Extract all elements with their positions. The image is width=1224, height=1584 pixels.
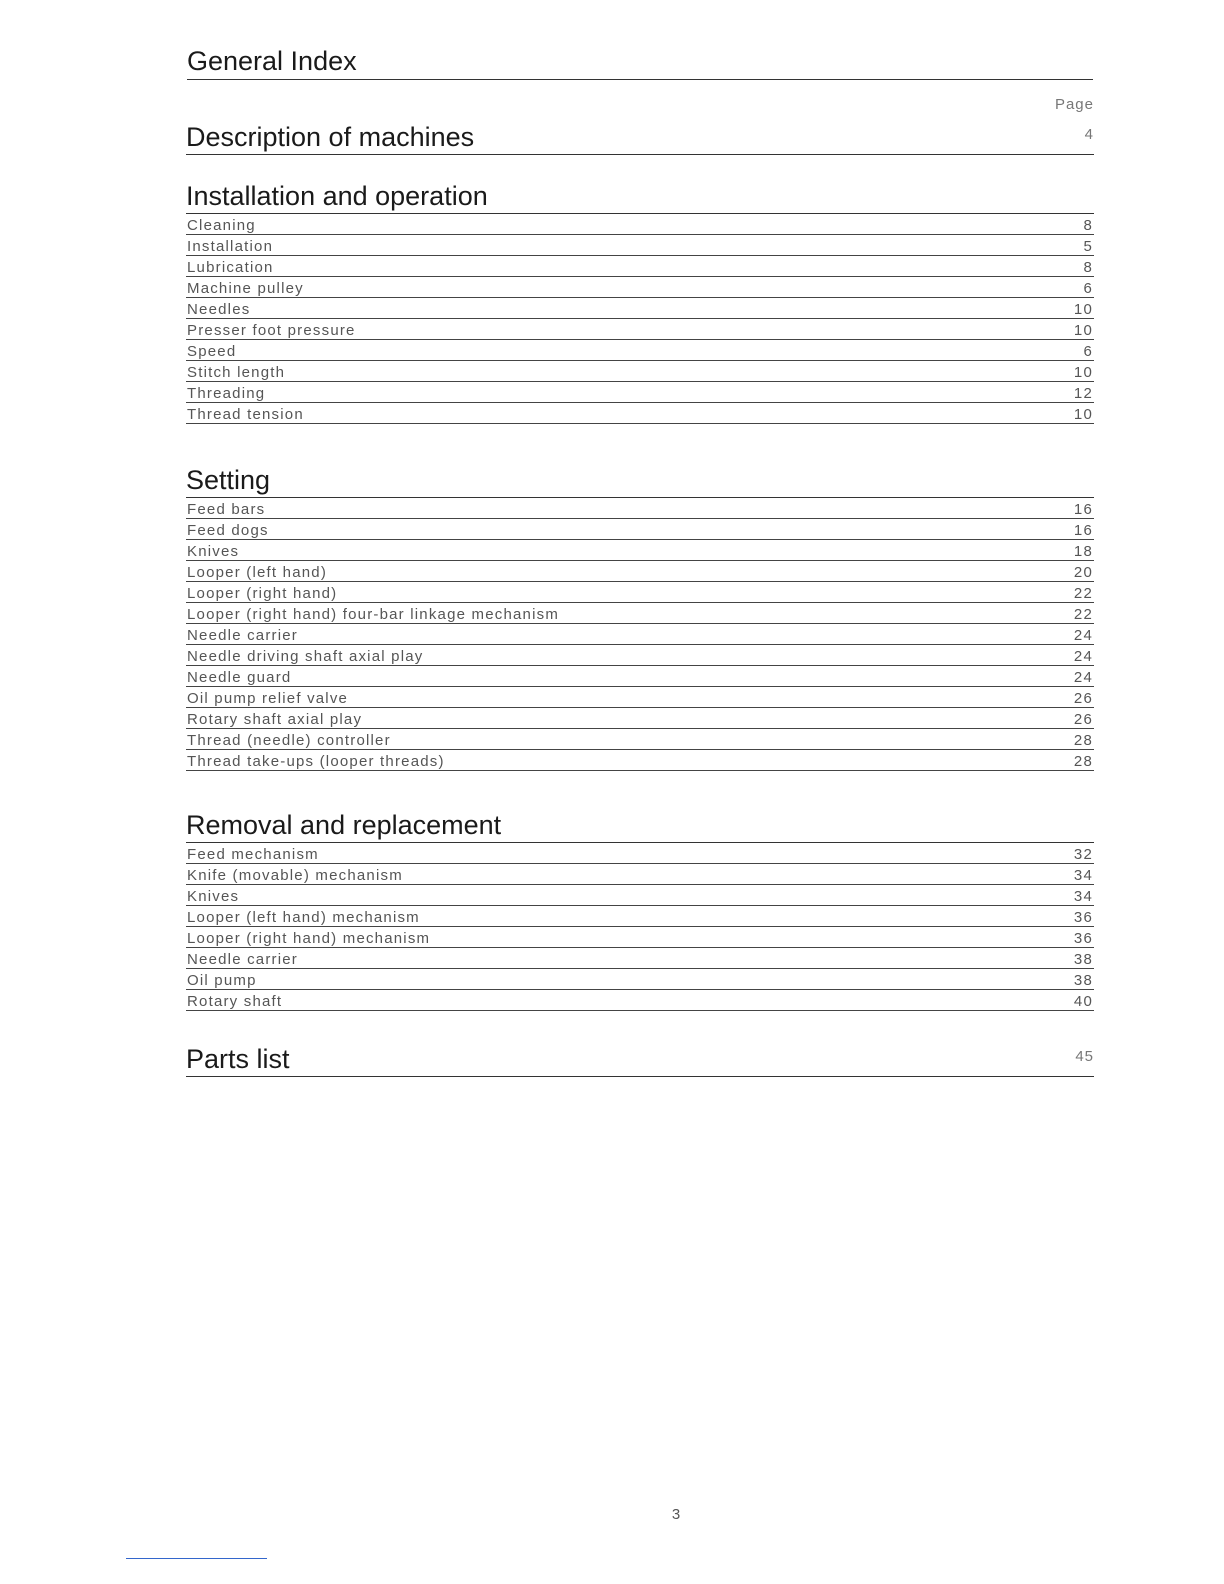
entry-page: 28 [1073, 732, 1093, 749]
entry-label: Knife (movable) mechanism [187, 867, 403, 884]
index-entry [186, 214, 1094, 235]
entry-page: 36 [1073, 909, 1093, 926]
entry-label: Needle guard [187, 669, 292, 686]
index-section [186, 808, 1094, 1011]
entry-page: 10 [1073, 322, 1093, 339]
entry-page: 18 [1073, 543, 1093, 560]
page-column-label: Page [1054, 96, 1094, 113]
entry-label: Feed mechanism [187, 846, 319, 863]
index-entry [186, 645, 1094, 666]
entry-page: 5 [1083, 238, 1093, 255]
entry-label: Needle carrier [187, 627, 299, 644]
entry-label: Needles [187, 301, 251, 318]
index-entry [186, 235, 1094, 256]
entry-label: Rotary shaft axial play [187, 711, 363, 728]
entry-label: Looper (left hand) [187, 564, 328, 581]
page-number: 3 [671, 1506, 681, 1523]
entry-label: Threading [187, 385, 266, 402]
index-section [186, 463, 1094, 771]
entry-page: 34 [1073, 888, 1093, 905]
section-heading [186, 808, 1094, 843]
entry-label: Speed [187, 343, 237, 360]
section-heading-page: 45 [1075, 1048, 1094, 1065]
section-heading-text: Installation and operation [186, 181, 488, 211]
index-entry [186, 969, 1094, 990]
index-entry [186, 687, 1094, 708]
entry-page: 24 [1073, 627, 1093, 644]
index-entry [186, 256, 1094, 277]
entry-label: Looper (right hand) mechanism [187, 930, 431, 947]
entry-label: Cleaning [187, 217, 256, 234]
index-entry [186, 361, 1094, 382]
index-entry [186, 340, 1094, 361]
index-entry [186, 382, 1094, 403]
section-heading [186, 463, 1094, 498]
index-entry [186, 624, 1094, 645]
entry-label: Lubrication [187, 259, 274, 276]
index-entry [186, 906, 1094, 927]
index-entry [186, 403, 1094, 424]
entry-label: Knives [187, 543, 240, 560]
entry-page: 6 [1083, 280, 1093, 297]
index-entry [186, 498, 1094, 519]
index-section [186, 120, 1094, 155]
entry-label: Machine pulley [187, 280, 304, 297]
index-entry [186, 319, 1094, 340]
entry-label: Knives [187, 888, 240, 905]
entry-label: Thread tension [187, 406, 304, 423]
index-section [186, 179, 1094, 424]
section-heading-page: 4 [1084, 126, 1094, 143]
entry-page: 38 [1073, 951, 1093, 968]
entry-page: 12 [1073, 385, 1093, 402]
entry-page: 6 [1083, 343, 1093, 360]
index-entry [186, 561, 1094, 582]
entry-label: Needle driving shaft axial play [187, 648, 424, 665]
index-entry [186, 519, 1094, 540]
entry-label: Feed dogs [187, 522, 269, 539]
entry-label: Oil pump [187, 972, 257, 989]
entry-label: Looper (right hand) [187, 585, 338, 602]
entry-page: 10 [1073, 406, 1093, 423]
entry-label: Oil pump relief valve [187, 690, 349, 707]
index-entry [186, 948, 1094, 969]
section-heading [186, 1042, 1094, 1077]
entry-page: 22 [1073, 606, 1093, 623]
entry-page: 16 [1073, 501, 1093, 518]
index-entry [186, 298, 1094, 319]
entry-label: Feed bars [187, 501, 266, 518]
entry-label: Looper (right hand) four-bar linkage mechanism [187, 606, 560, 623]
entry-page: 36 [1073, 930, 1093, 947]
entry-page: 38 [1073, 972, 1093, 989]
section-heading-text: Setting [186, 465, 271, 495]
index-section [186, 1042, 1094, 1077]
entry-label: Looper (left hand) mechanism [187, 909, 420, 926]
index-entry [186, 708, 1094, 729]
index-entry [186, 582, 1094, 603]
entry-page: 10 [1073, 364, 1093, 381]
index-entry [186, 666, 1094, 687]
index-entry [186, 990, 1094, 1011]
index-entry [186, 277, 1094, 298]
index-entry [186, 540, 1094, 561]
entry-label: Installation [187, 238, 274, 255]
entry-label: Thread (needle) controller [187, 732, 391, 749]
entry-label: Needle carrier [187, 951, 299, 968]
entry-page: 26 [1073, 690, 1093, 707]
entry-page: 10 [1073, 301, 1093, 318]
index-entry [186, 864, 1094, 885]
entry-page: 28 [1073, 753, 1093, 770]
entry-page: 8 [1083, 259, 1093, 276]
index-entry [186, 843, 1094, 864]
index-entry [186, 885, 1094, 906]
entry-page: 34 [1073, 867, 1093, 884]
section-heading-text: Parts list [186, 1044, 290, 1074]
index-entry [186, 729, 1094, 750]
entry-page: 20 [1073, 564, 1093, 581]
entry-label: Thread take-ups (looper threads) [187, 753, 445, 770]
entry-page: 26 [1073, 711, 1093, 728]
index-entry [186, 750, 1094, 771]
entry-label: Stitch length [187, 364, 286, 381]
section-heading [186, 179, 1094, 214]
page-title: General Index [187, 44, 1093, 80]
entry-page: 22 [1073, 585, 1093, 602]
footer-rule [126, 1558, 267, 1559]
entry-page: 40 [1073, 993, 1093, 1010]
entry-page: 16 [1073, 522, 1093, 539]
entry-page: 32 [1073, 846, 1093, 863]
entry-label: Rotary shaft [187, 993, 283, 1010]
entry-page: 24 [1073, 648, 1093, 665]
entry-label: Presser foot pressure [187, 322, 356, 339]
entry-page: 24 [1073, 669, 1093, 686]
section-heading [186, 120, 1094, 155]
index-entry [186, 927, 1094, 948]
index-entry [186, 603, 1094, 624]
entry-page: 8 [1083, 217, 1093, 234]
section-heading-text: Removal and replacement [186, 810, 502, 840]
section-heading-text: Description of machines [186, 122, 475, 152]
